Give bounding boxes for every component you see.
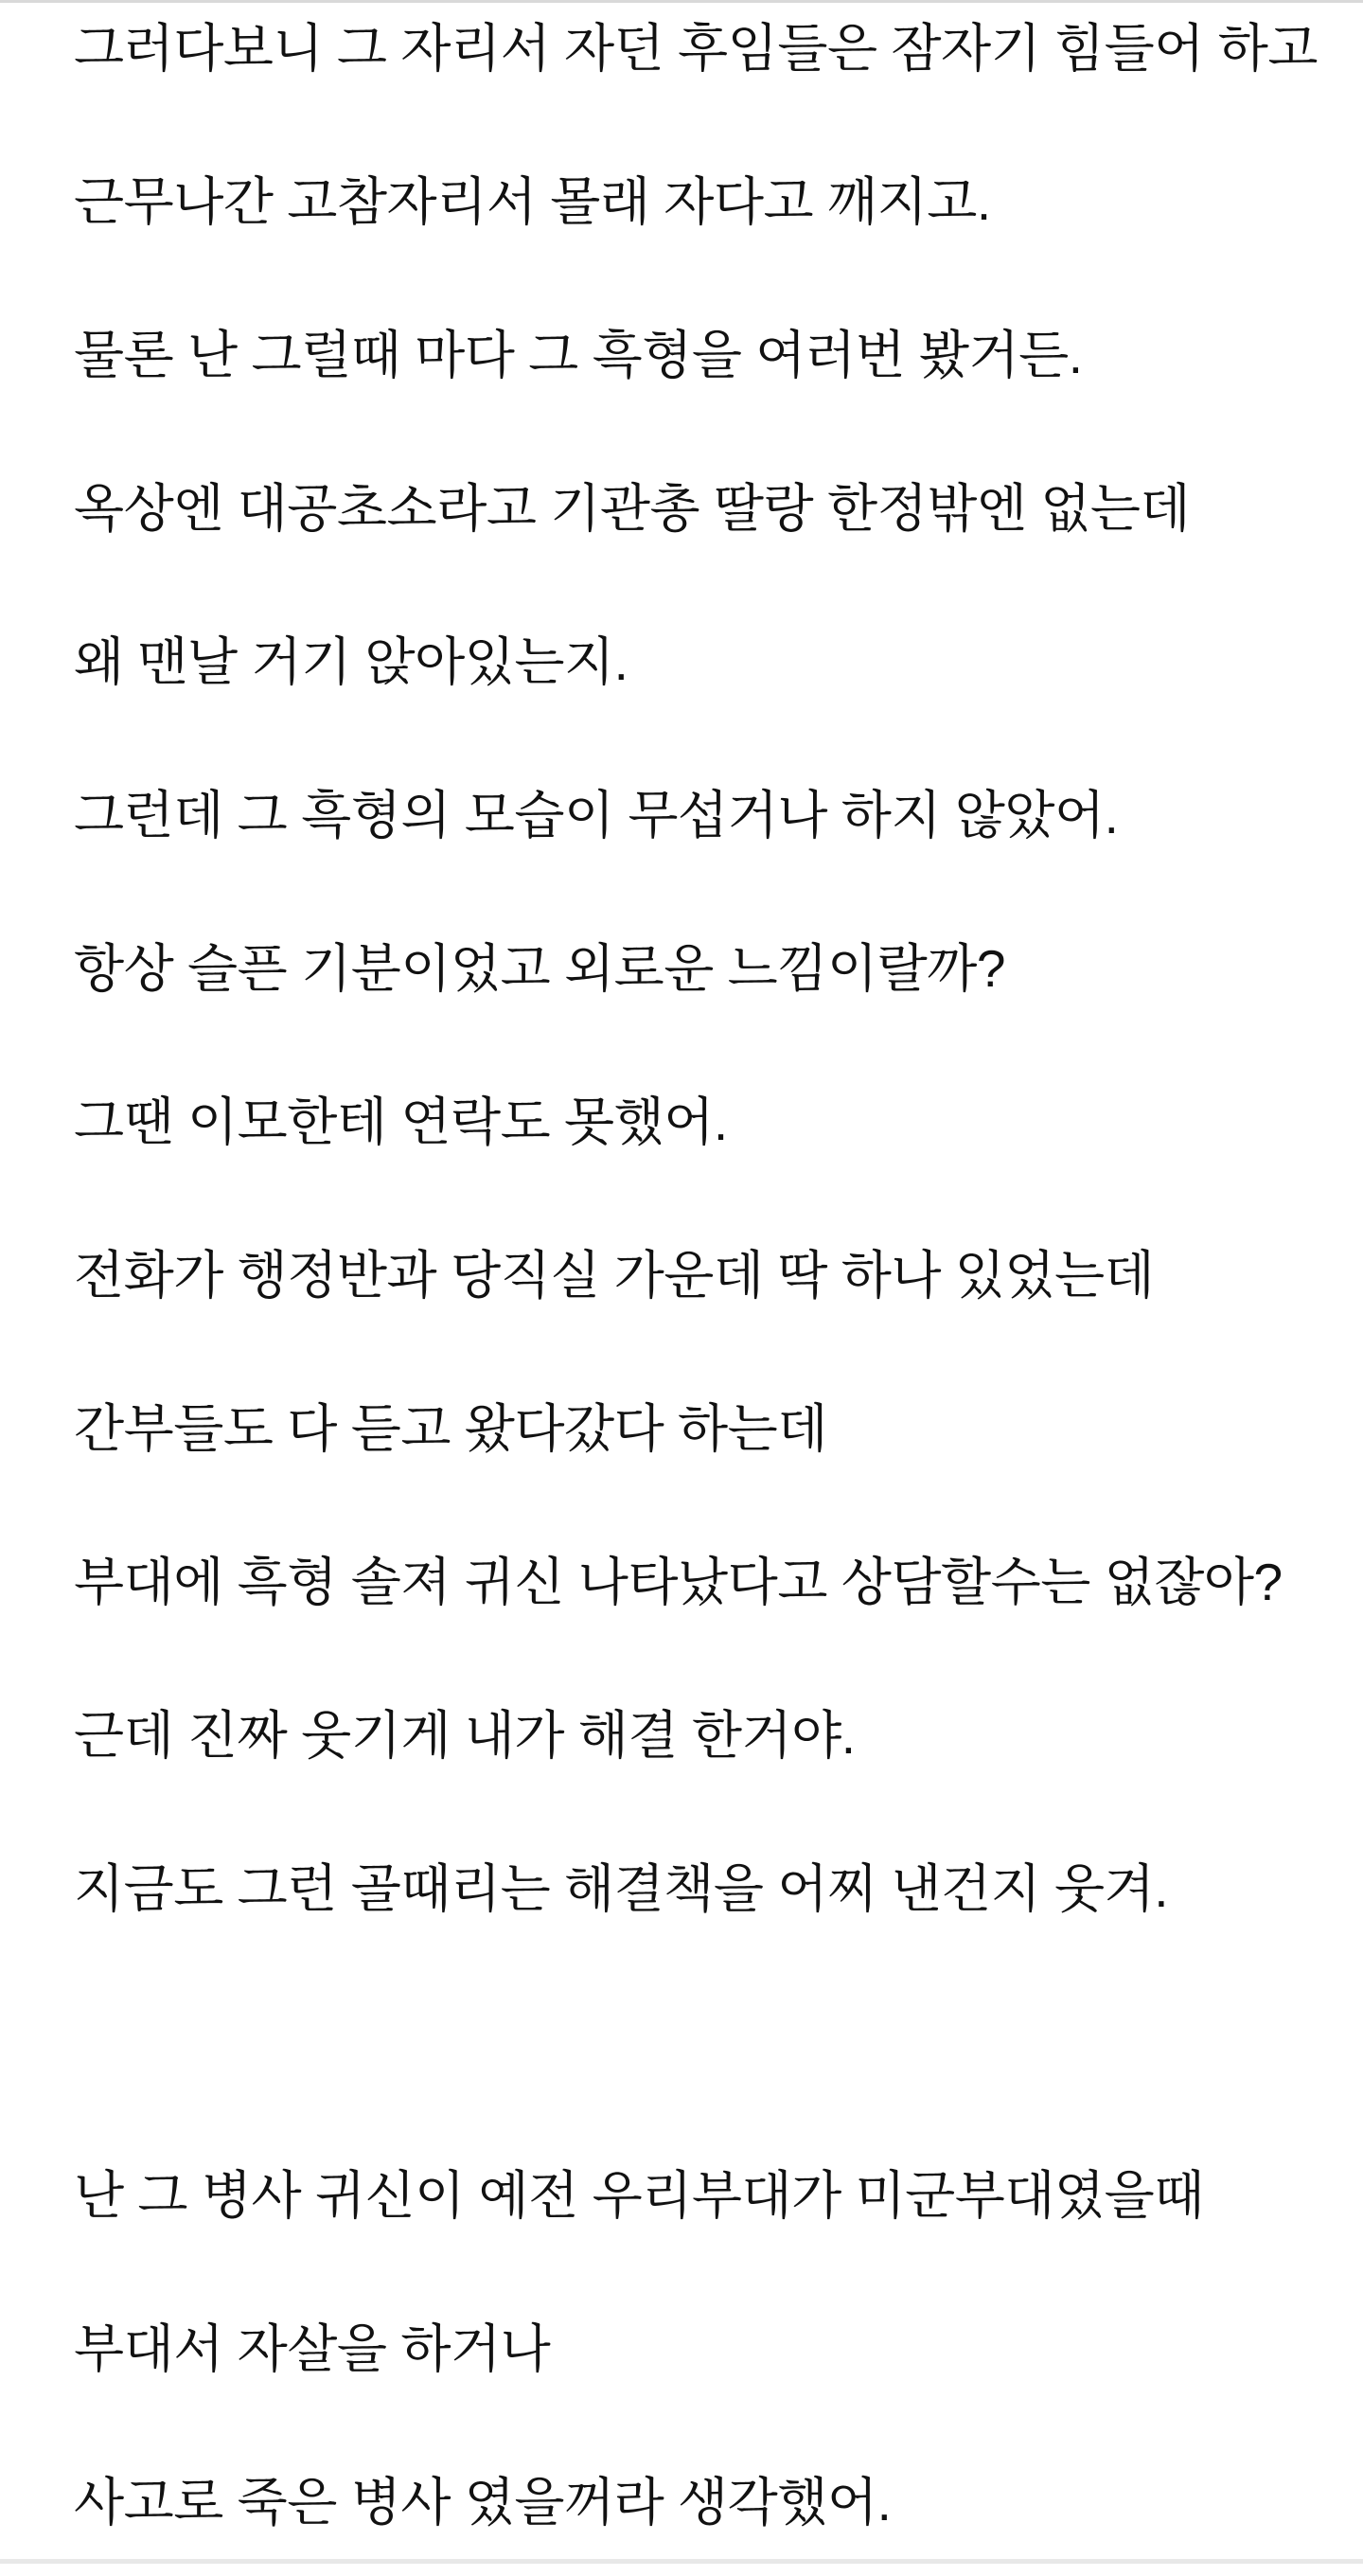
- text-line: 난 그 병사 귀신이 예전 우리부대가 미군부대였을때: [74, 2166, 1204, 2225]
- blank-line: [74, 1965, 1354, 2119]
- bottom-divider: [0, 2559, 1363, 2564]
- text-line: 근무나간 고참자리서 몰래 자다고 깨지고.: [74, 172, 991, 231]
- text-line: 근데 진짜 웃기게 내가 해결 한거야.: [74, 1706, 856, 1765]
- text-line: 전화가 행정반과 당직실 가운데 딱 하나 있었는데: [74, 1246, 1155, 1305]
- text-line: 물론 난 그럴때 마다 그 흑형을 여러번 봤거든.: [74, 326, 1083, 384]
- text-line: 옥상엔 대공초소라고 기관총 딸랑 한정밖엔 없는데: [74, 479, 1191, 538]
- text-line: 간부들도 다 듣고 왔다갔다 하는데: [74, 1399, 827, 1458]
- text-line: 그땐 이모한테 연락도 못했어.: [74, 1093, 728, 1151]
- text-line: 지금도 그런 골때리는 해결책을 어찌 낸건지 웃겨.: [74, 1859, 1169, 1918]
- text-line: 그러다보니 그 자리서 자던 후임들은 잠자기 힘들어 하고: [74, 19, 1318, 78]
- text-line: 그런데 그 흑형의 모습이 무섭거나 하지 않았어.: [74, 786, 1119, 844]
- text-line: 부대서 자살을 하거나: [74, 2319, 551, 2378]
- text-line: 왜 맨날 거기 앉아있는지.: [74, 632, 628, 691]
- text-line: 항상 슬픈 기분이었고 외로운 느낌이랄까?: [74, 939, 1005, 998]
- text-line: 사고로 죽은 병사 였을꺼라 생각했어.: [74, 2473, 892, 2532]
- story-text-body: [74, 0, 1354, 2576]
- text-line: 부대에 흑형 솔져 귀신 나타났다고 상담할수는 없잖아?: [74, 1553, 1283, 1611]
